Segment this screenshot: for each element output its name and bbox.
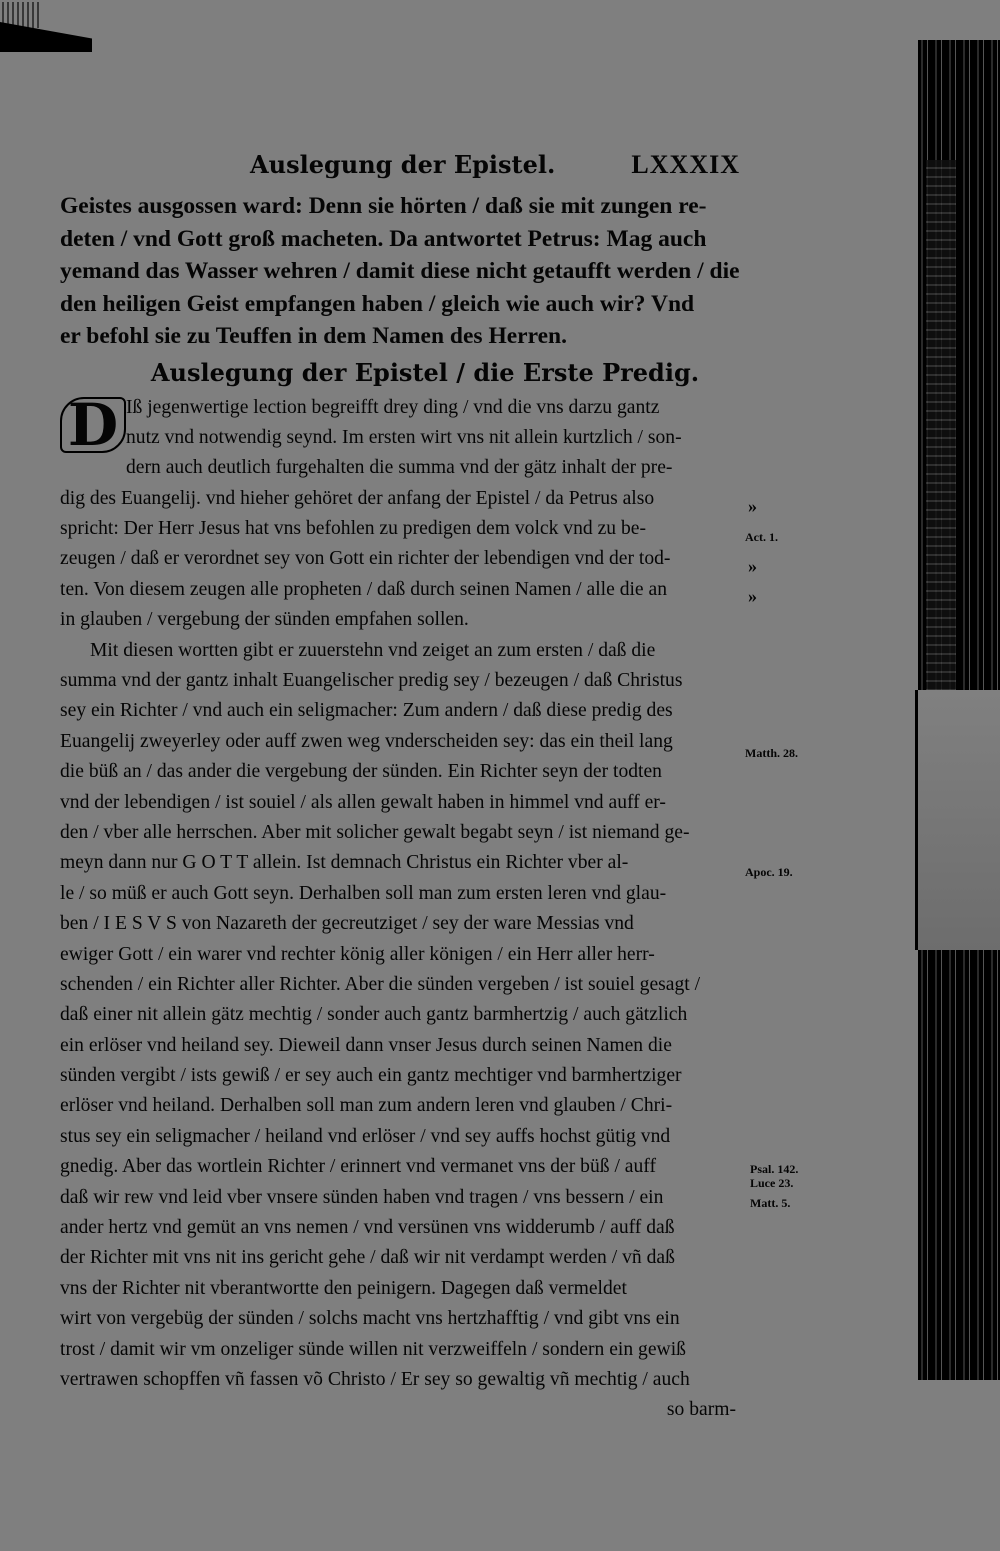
text-line: dig des Euangelij. vnd hieher gehöret der anfang der Epistel / da Petrus also <box>60 487 655 509</box>
book-edge-gap <box>915 690 1000 950</box>
text-line: daß wir rew vnd leid vber vnsere sünden haben vnd tragen / vns bessern / ein <box>60 1186 664 1208</box>
text-line: den / vber alle herrschen. Aber mit solicher gewalt begabt seyn / ist niemand ge- <box>60 821 690 843</box>
margin-note-matthew: Matth. 28. <box>745 746 798 760</box>
text-line: ewiger Gott / ein warer vnd rechter könig aller königen / ein Herr aller herr- <box>60 943 655 965</box>
text-line: der Richter mit vns nit ins gericht gehe / daß wir nit verdampt werden / vñ daß <box>60 1247 675 1269</box>
text-line: sünden vergibt / ists gewiß / er sey auch ein gantz mechtiger vnd barmhertziger <box>60 1065 682 1087</box>
quote-mark: » <box>748 586 757 606</box>
text-line: meyn dann nur G O T T allein. Ist demnach Christus ein Richter vber al- <box>60 852 629 874</box>
text-line: trost / damit wir vm onzeliger sünde willen nit verzweiffeln / sondern ein gewiß <box>60 1338 686 1360</box>
margin-note-matthew-2: Matt. 5. <box>750 1196 791 1210</box>
text-line: vertrawen schopffen vñ fassen võ Christo / Er sey so gewaltig vñ mechtig / auch <box>60 1369 690 1390</box>
text-line: wirt von vergebüg der sünden / solchs macht vns hertzhafftig / vnd gibt vns ein <box>60 1308 680 1330</box>
text-line: deten / vnd Gott groß macheten. Da antwortet Petrus: Mag auch <box>60 225 707 252</box>
text-line: er befohl sie zu Teuffen in dem Namen des Herren. <box>60 323 567 349</box>
text-line: summa vnd der gantz inhalt Euangelischer predig sey / bezeugen / daß Christus <box>60 670 683 692</box>
section-heading: Auslegung der Epistel / die Erste Predig. <box>150 357 700 387</box>
text-line: daß einer nit allein gätz mechtig / sonder auch gantz barmhertzig / auch gätzlich <box>60 1004 688 1026</box>
book-edge-bottom <box>918 1380 1000 1551</box>
quote-mark: » <box>748 496 757 516</box>
text-line: dern auch deutlich furgehalten die summa vnd der gätz inhalt der pre- <box>126 457 673 479</box>
text-line: den heiligen Geist empfangen haben / gleich wie auch wir? Vnd <box>60 290 695 317</box>
text-line: Iß jegenwertige lection begreifft drey ding / vnd die vns darzu gantz <box>126 396 660 418</box>
text-line: Geistes ausgossen ward: Denn sie hörten / daß sie mit zungen re- <box>60 193 707 219</box>
text-line: nutz vnd notwendig seynd. Im ersten wirt vns nit allein kurtzlich / son- <box>126 426 682 448</box>
text-line: Euangelij zweyerley oder auff zwen weg vnderscheiden sey: das ein theil lang <box>60 730 673 752</box>
text-line: stus sey ein seligmacher / heiland vnd erlöser / vnd sey auffs hochst gütig vnd <box>60 1125 671 1147</box>
text-line: le / so müß er auch Gott seyn. Derhalben soll man zum ersten leren vnd glau- <box>60 882 667 904</box>
text-line: Mit diesen wortten gibt er zuuerstehn vnd zeiget an zum ersten / daß die <box>90 639 656 661</box>
text-line: ander hertz vnd gemüt an vns nemen / vnd versünen vns widderumb / auff daß <box>60 1217 675 1239</box>
margin-note-acts: Act. 1. <box>745 530 778 544</box>
margin-note-apocalypse: Apoc. 19. <box>745 865 793 879</box>
running-title: Auslegung der Epistel. <box>250 150 556 179</box>
quote-mark: » <box>748 556 757 576</box>
text-line: zeugen / daß er verordnet sey von Gott ein richter der lebendigen vnd der tod- <box>60 548 671 570</box>
text-line: die büß an / das ander die vergebung der sünden. Ein Richter seyn der todten <box>60 761 662 783</box>
folio-number: LXXXIX <box>631 150 740 179</box>
text-line: sey ein Richter / vnd auch ein seligmacher: Zum andern / daß diese predig des <box>60 700 673 722</box>
margin-note-luke: Luce 23. <box>750 1176 794 1190</box>
dropcap-initial: D <box>60 397 126 453</box>
text-line: schenden / ein Richter aller Richter. Aber die sünden vergeben / ist souiel gesagt / <box>60 973 701 995</box>
text-line: in glauben / vergebung der sünden empfahen sollen. <box>60 609 469 631</box>
text-line: vnd der lebendigen / ist souiel / als allen gewalt haben in himmel vnd auff er- <box>60 791 666 813</box>
text-line: vns der Richter nit vberantwortte den peinigern. Dagegen daß vermeldet <box>60 1277 627 1299</box>
running-head <box>250 150 740 186</box>
text-line: spricht: Der Herr Jesus hat vns befohlen zu predigen dem volck vnd zu be- <box>60 518 647 540</box>
text-line: erlöser vnd heiland. Derhalben soll man zum andern leren vnd glauben / Chri- <box>60 1095 673 1117</box>
scan-dark-band <box>0 22 92 52</box>
dropcap-paragraph <box>60 390 740 459</box>
text-line: ten. Von diesem zeugen alle propheten / daß durch seinen Namen / alle die an <box>60 578 668 600</box>
text-line: gnedig. Aber das wortlein Richter / erinnert vnd vermanet vns der büß / auff <box>60 1156 656 1178</box>
text-line: ben / I E S V S von Nazareth der gecreutziget / sey der ware Messias vnd <box>60 913 634 935</box>
margin-note-psalm: Psal. 142. <box>750 1162 799 1176</box>
text-block <box>60 190 740 1426</box>
catchword: so barm- <box>666 1399 736 1421</box>
text-line: yemand das Wasser wehren / damit diese nicht getaufft werden / die <box>60 258 740 284</box>
text-line: ein erlöser vnd heiland sey. Dieweil dann vnser Jesus durch seinen Namen die <box>60 1034 672 1056</box>
